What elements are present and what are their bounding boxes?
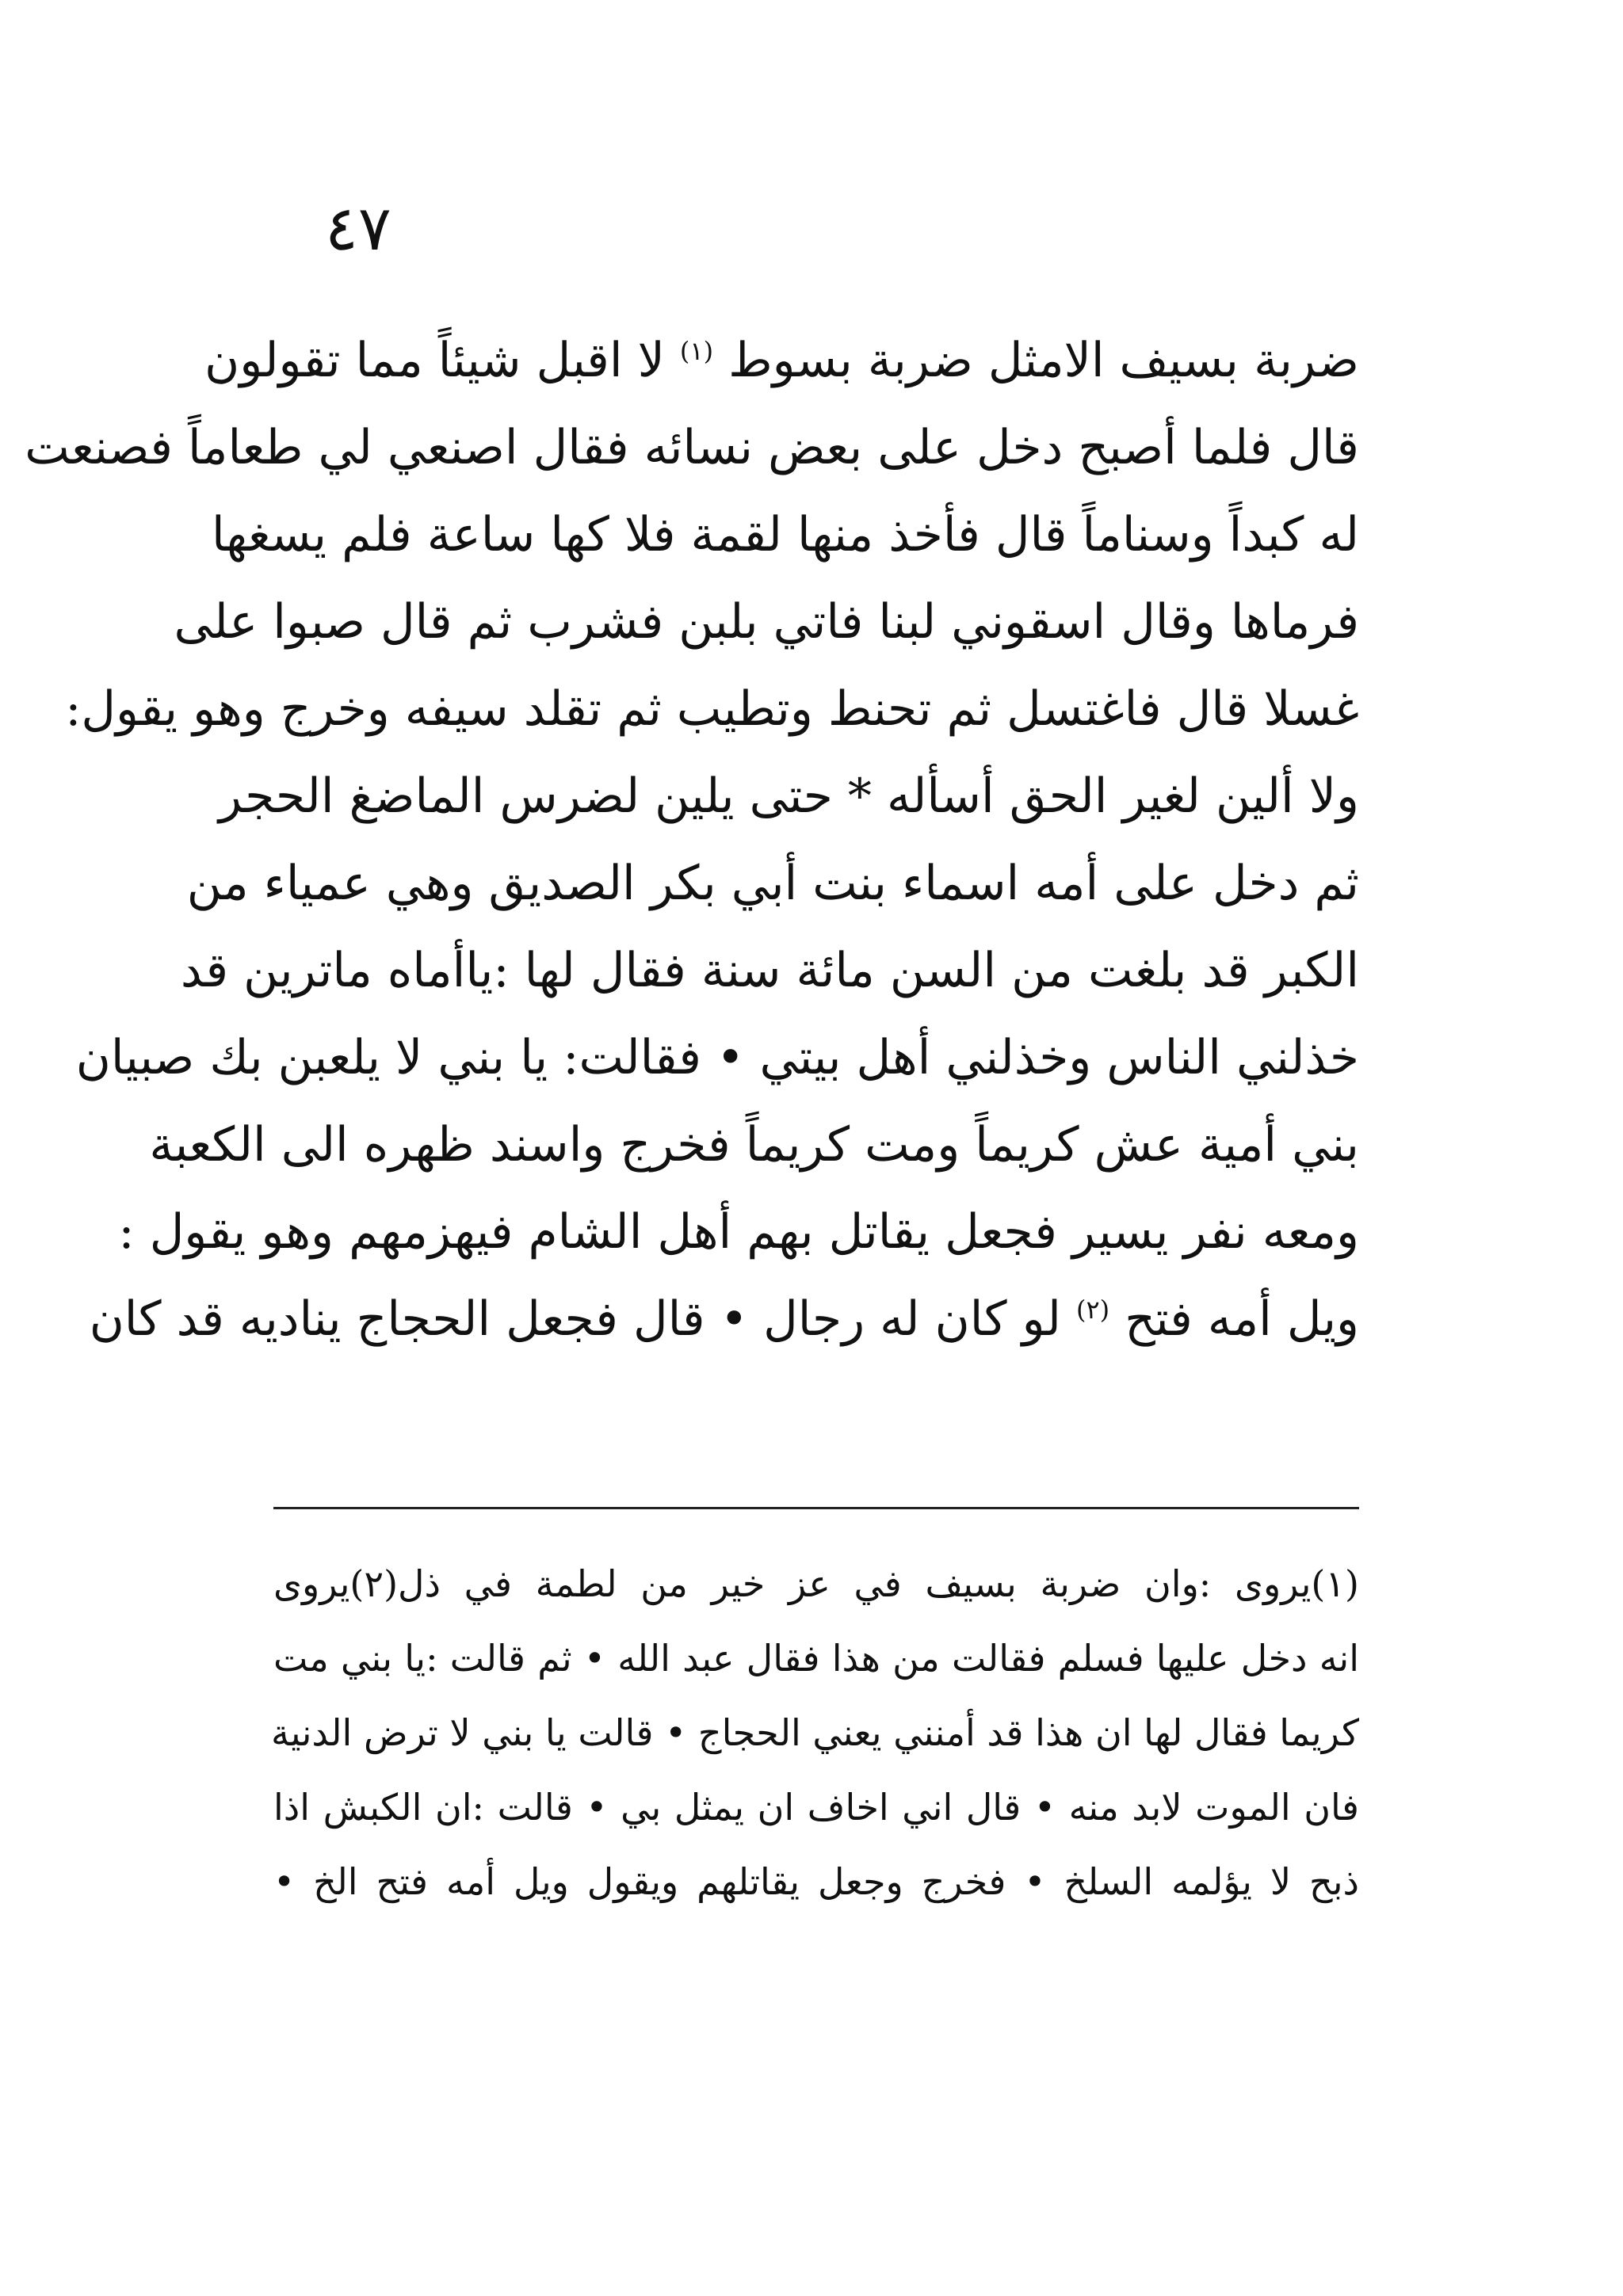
footnote-ref: (١) xyxy=(679,336,714,366)
text-line xyxy=(89,1276,1359,1363)
footnote-line: كريما فقال لها ان هذا قد أمنني يعني الحجاج • قالت يا بني لا ترض الدنية xyxy=(271,1711,1359,1754)
text-line: خذلني الناس وخذلني أهل بيتي • فقالت: يا بني لا يلعبن بك صبيان xyxy=(75,1030,1359,1085)
text-line: ومعه نفر يسير فجعل يقاتل بهم أهل الشام فيهزمهم وهو يقول : xyxy=(118,1204,1359,1260)
text-line: ثم دخل على أمه اسماء بنت أبي بكر الصديق وهي عمياء من xyxy=(186,856,1359,911)
footnote-line: (١)يروى :وان ضربة بسيف في عز خير من لطمة في ذل(٢)يروى xyxy=(273,1562,1359,1605)
text-line: الكبر قد بلغت من السن مائة سنة فقال لها :ياأماه ماترين قد xyxy=(180,943,1359,998)
verse-line: ولا ألين لغير الحق أسأله * حتى يلين لضرس الماضغ الحجر xyxy=(218,769,1359,824)
page-number: ٤٧ xyxy=(325,193,391,265)
text-segment: لو كان له رجال • قال فجعل الحجاج يناديه قد كان xyxy=(89,1291,1061,1347)
text-line: غسلا قال فاغتسل ثم تحنط وتطيب ثم تقلد سيفه وخرج وهو يقول: xyxy=(65,681,1359,737)
footnotes xyxy=(273,1547,1359,1919)
footnote-line: انه دخل عليها فسلم فقالت من هذا فقال عبد الله • ثم قالت :يا بني مت xyxy=(273,1637,1359,1680)
footnote-ref: (٢) xyxy=(1076,1295,1110,1325)
text-segment: لا اقبل شيئاً مما تقولون xyxy=(204,333,665,388)
text-line: بني أمية عش كريماً ومت كريماً فخرج واسند ظهره الى الكعبة xyxy=(149,1117,1359,1173)
text-line xyxy=(204,317,1359,404)
footnote-line: فان الموت لابد منه • قال اني اخاف ان يمثل بي • قالت :ان الكبش اذا xyxy=(273,1786,1359,1829)
text-line: فرماها وقال اسقوني لبنا فاتي بلبن فشرب ثم قال صبوا على xyxy=(174,594,1359,650)
text-line: له كبداً وسناماً قال فأخذ منها لقمة فلا كها ساعة فلم يسغها xyxy=(212,507,1359,563)
text-line: قال فلما أصبح دخل على بعض نسائه فقال اصنعي لي طعاماً فصنعت xyxy=(25,420,1359,475)
footnote-line: ذبح لا يؤلمه السلخ • فخرج وجعل يقاتلهم ويقول ويل أمه فتح الخ • xyxy=(273,1860,1359,1903)
footnote-separator xyxy=(273,1507,1359,1509)
text-segment: ويل أمه فتح xyxy=(1125,1291,1359,1347)
text-segment: ضربة بسيف الامثل ضربة بسوط xyxy=(728,333,1359,388)
main-text xyxy=(25,317,1359,1363)
